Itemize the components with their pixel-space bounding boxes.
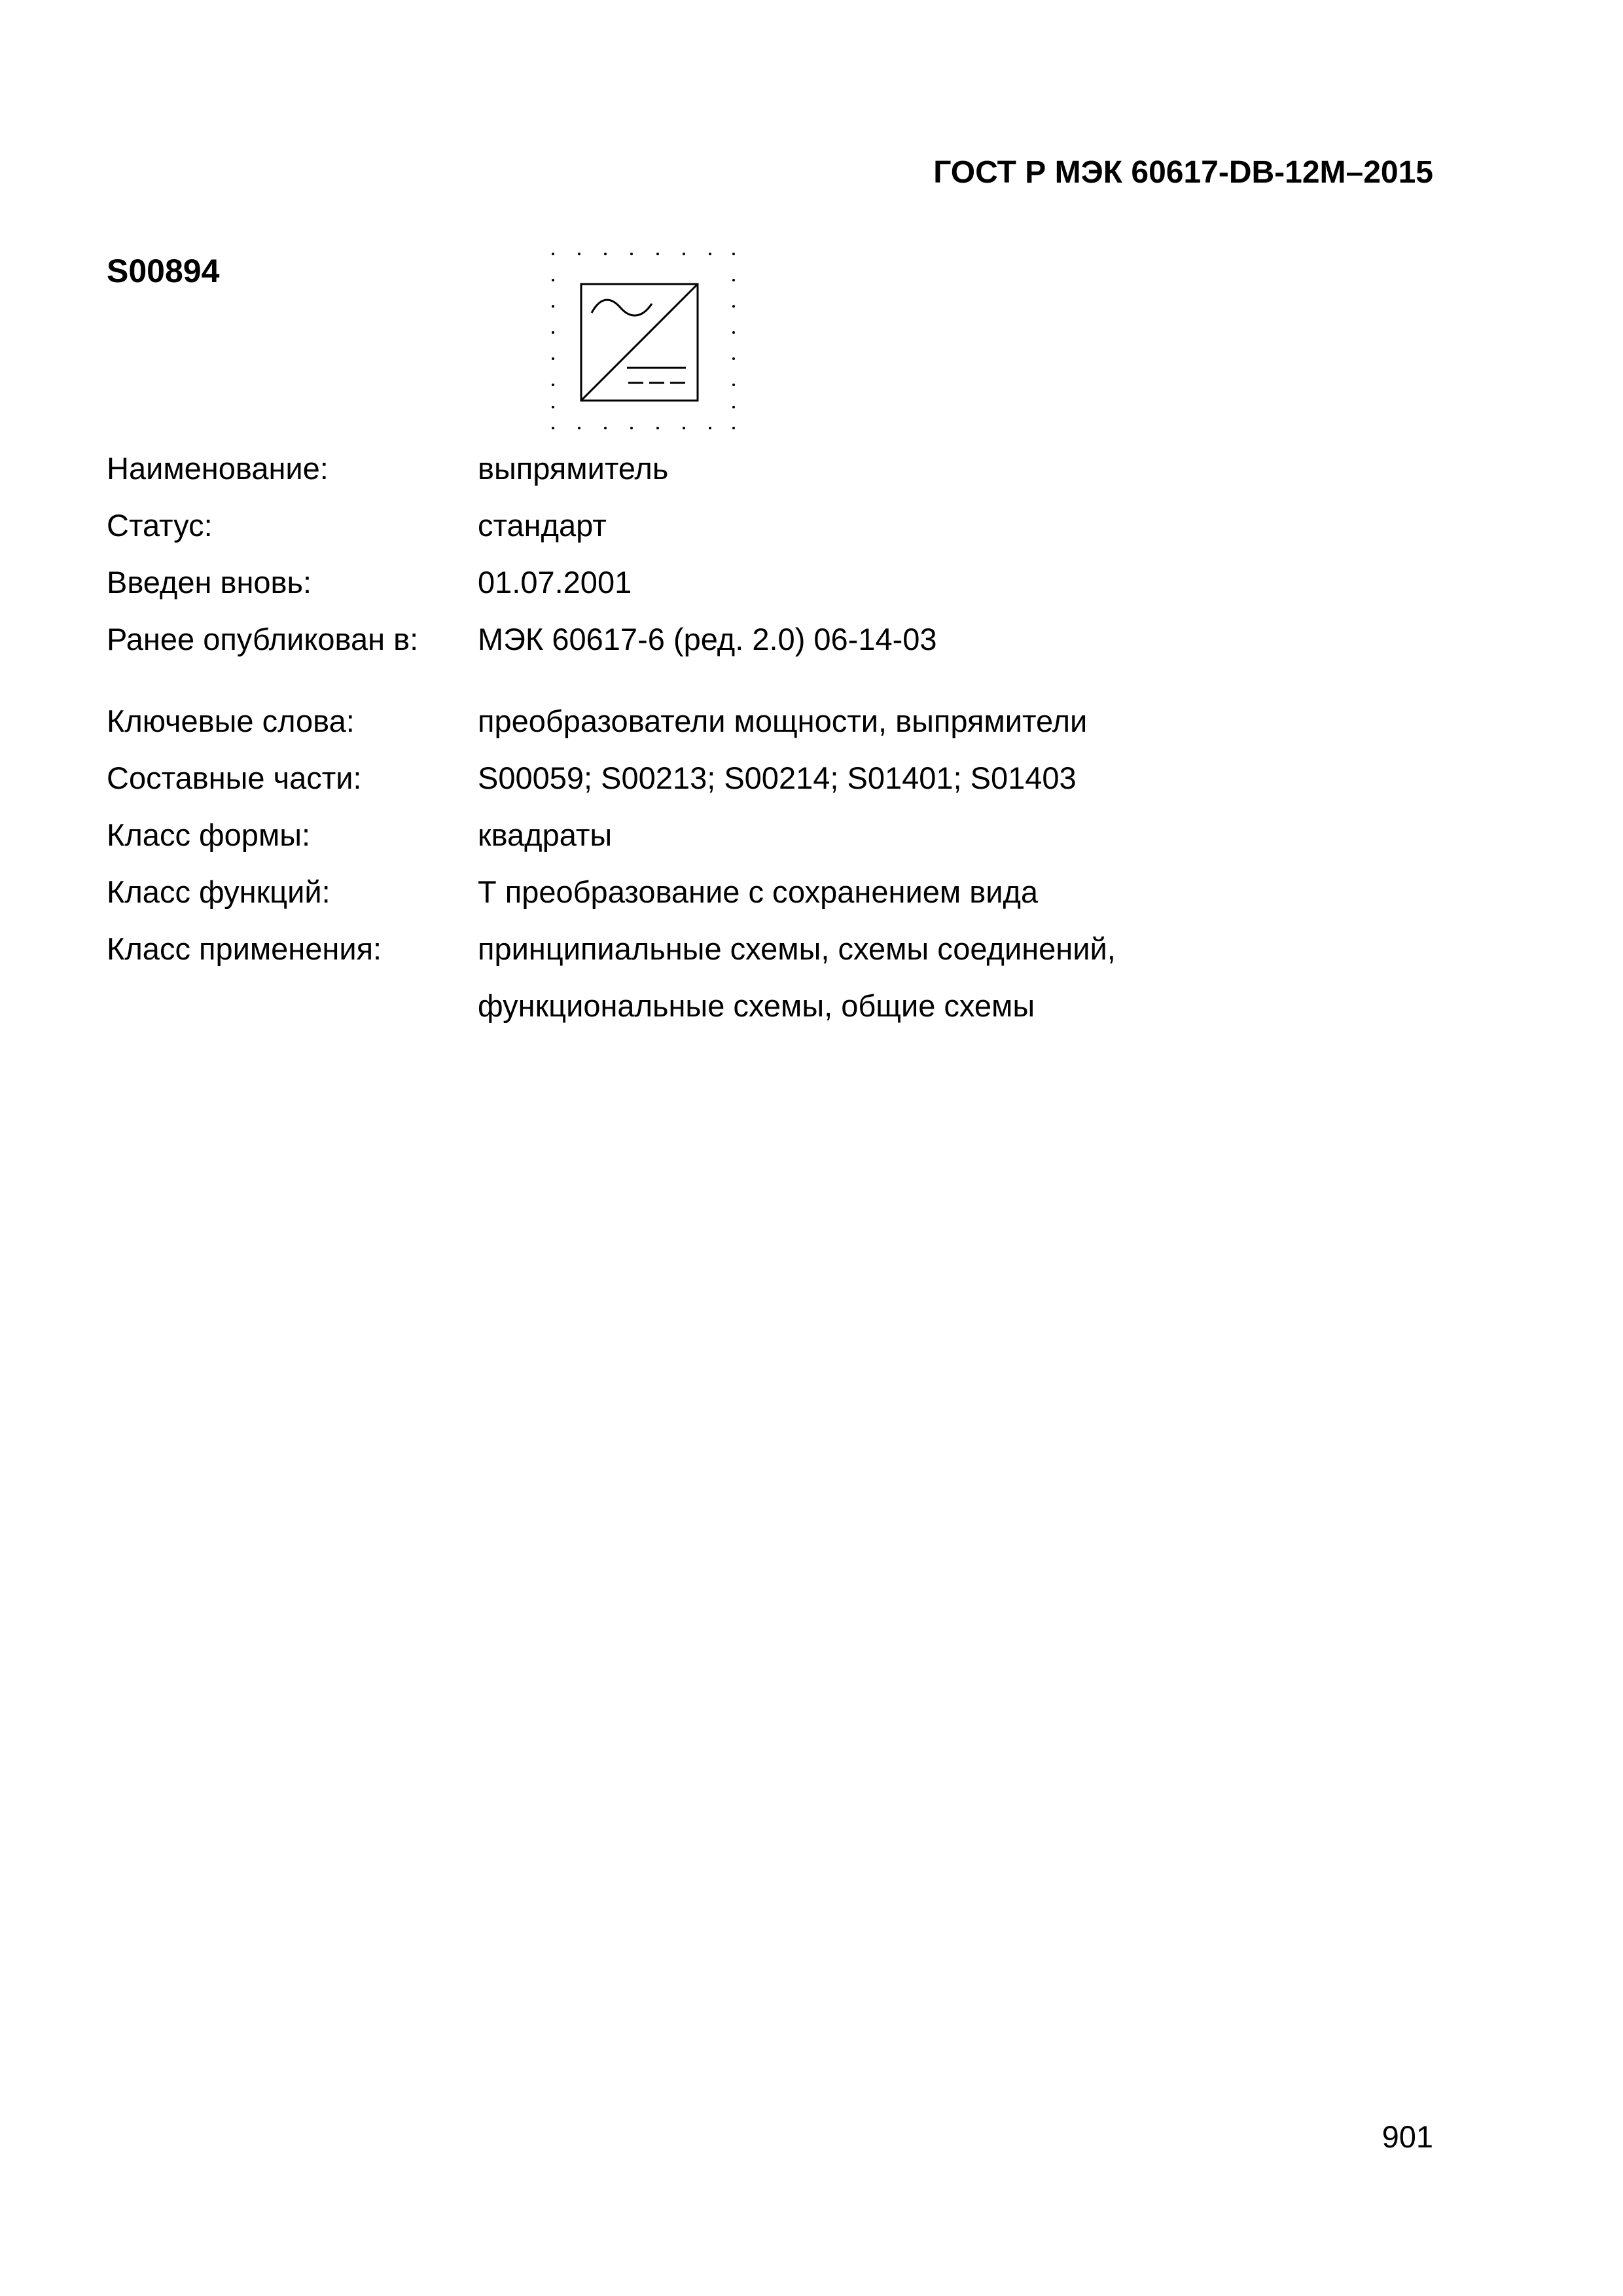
field-value xyxy=(478,920,1116,1034)
field-value-line: функциональные схемы, общие схемы xyxy=(478,988,1035,1023)
rectifier-symbol-icon xyxy=(548,250,738,433)
symbol-code: S00894 xyxy=(107,253,220,289)
field-value xyxy=(478,497,607,554)
field-row-keywords xyxy=(107,692,1116,749)
field-label: Ключевые слова: xyxy=(107,704,355,738)
field-value-line: выпрямитель xyxy=(478,451,669,486)
field-row-previously-published xyxy=(107,611,1116,668)
field-value xyxy=(478,749,1077,806)
field-value-line: 01.07.2001 xyxy=(478,565,632,600)
field-value-line: квадраты xyxy=(478,817,613,852)
field-value xyxy=(478,806,612,863)
field-value-line: стандарт xyxy=(478,508,607,543)
field-row-status xyxy=(107,497,1116,554)
field-row-application-class xyxy=(107,920,1116,1034)
page-number: 901 xyxy=(1382,2119,1433,2154)
symbol-fields xyxy=(107,440,1116,1034)
field-label: Ранее опубликован в: xyxy=(107,622,419,656)
grid-dots xyxy=(552,253,735,429)
field-row-introduced xyxy=(107,554,1116,611)
standard-designation: ГОСТ Р МЭК 60617-DB-12M–2015 xyxy=(933,155,1433,190)
field-value xyxy=(478,554,632,611)
field-value xyxy=(478,611,937,668)
field-value-line: МЭК 60617-6 (ред. 2.0) 06-14-03 xyxy=(478,622,937,656)
field-label: Класс функций: xyxy=(107,874,330,909)
field-value xyxy=(478,863,1038,920)
field-row-name xyxy=(107,440,1116,497)
field-label: Составные части: xyxy=(107,761,362,795)
field-row-function-class xyxy=(107,863,1116,920)
field-label: Статус: xyxy=(107,508,213,543)
field-value-line: преобразователи мощности, выпрямители xyxy=(478,704,1088,738)
field-value-line: принципиальные схемы, схемы соединений, xyxy=(478,931,1116,966)
field-label: Введен вновь: xyxy=(107,565,312,600)
field-label: Наименование: xyxy=(107,451,329,486)
field-row-components xyxy=(107,749,1116,806)
field-label: Класс применения: xyxy=(107,931,382,966)
field-value xyxy=(478,440,668,497)
field-label: Класс формы: xyxy=(107,817,311,852)
ac-tilde xyxy=(592,300,652,315)
field-value-line: S00059; S00213; S00214; S01401; S01403 xyxy=(478,761,1077,795)
field-value-line: Т преобразование с сохранением вида xyxy=(478,874,1039,909)
field-value xyxy=(478,692,1087,749)
field-row-shape-class xyxy=(107,806,1116,863)
